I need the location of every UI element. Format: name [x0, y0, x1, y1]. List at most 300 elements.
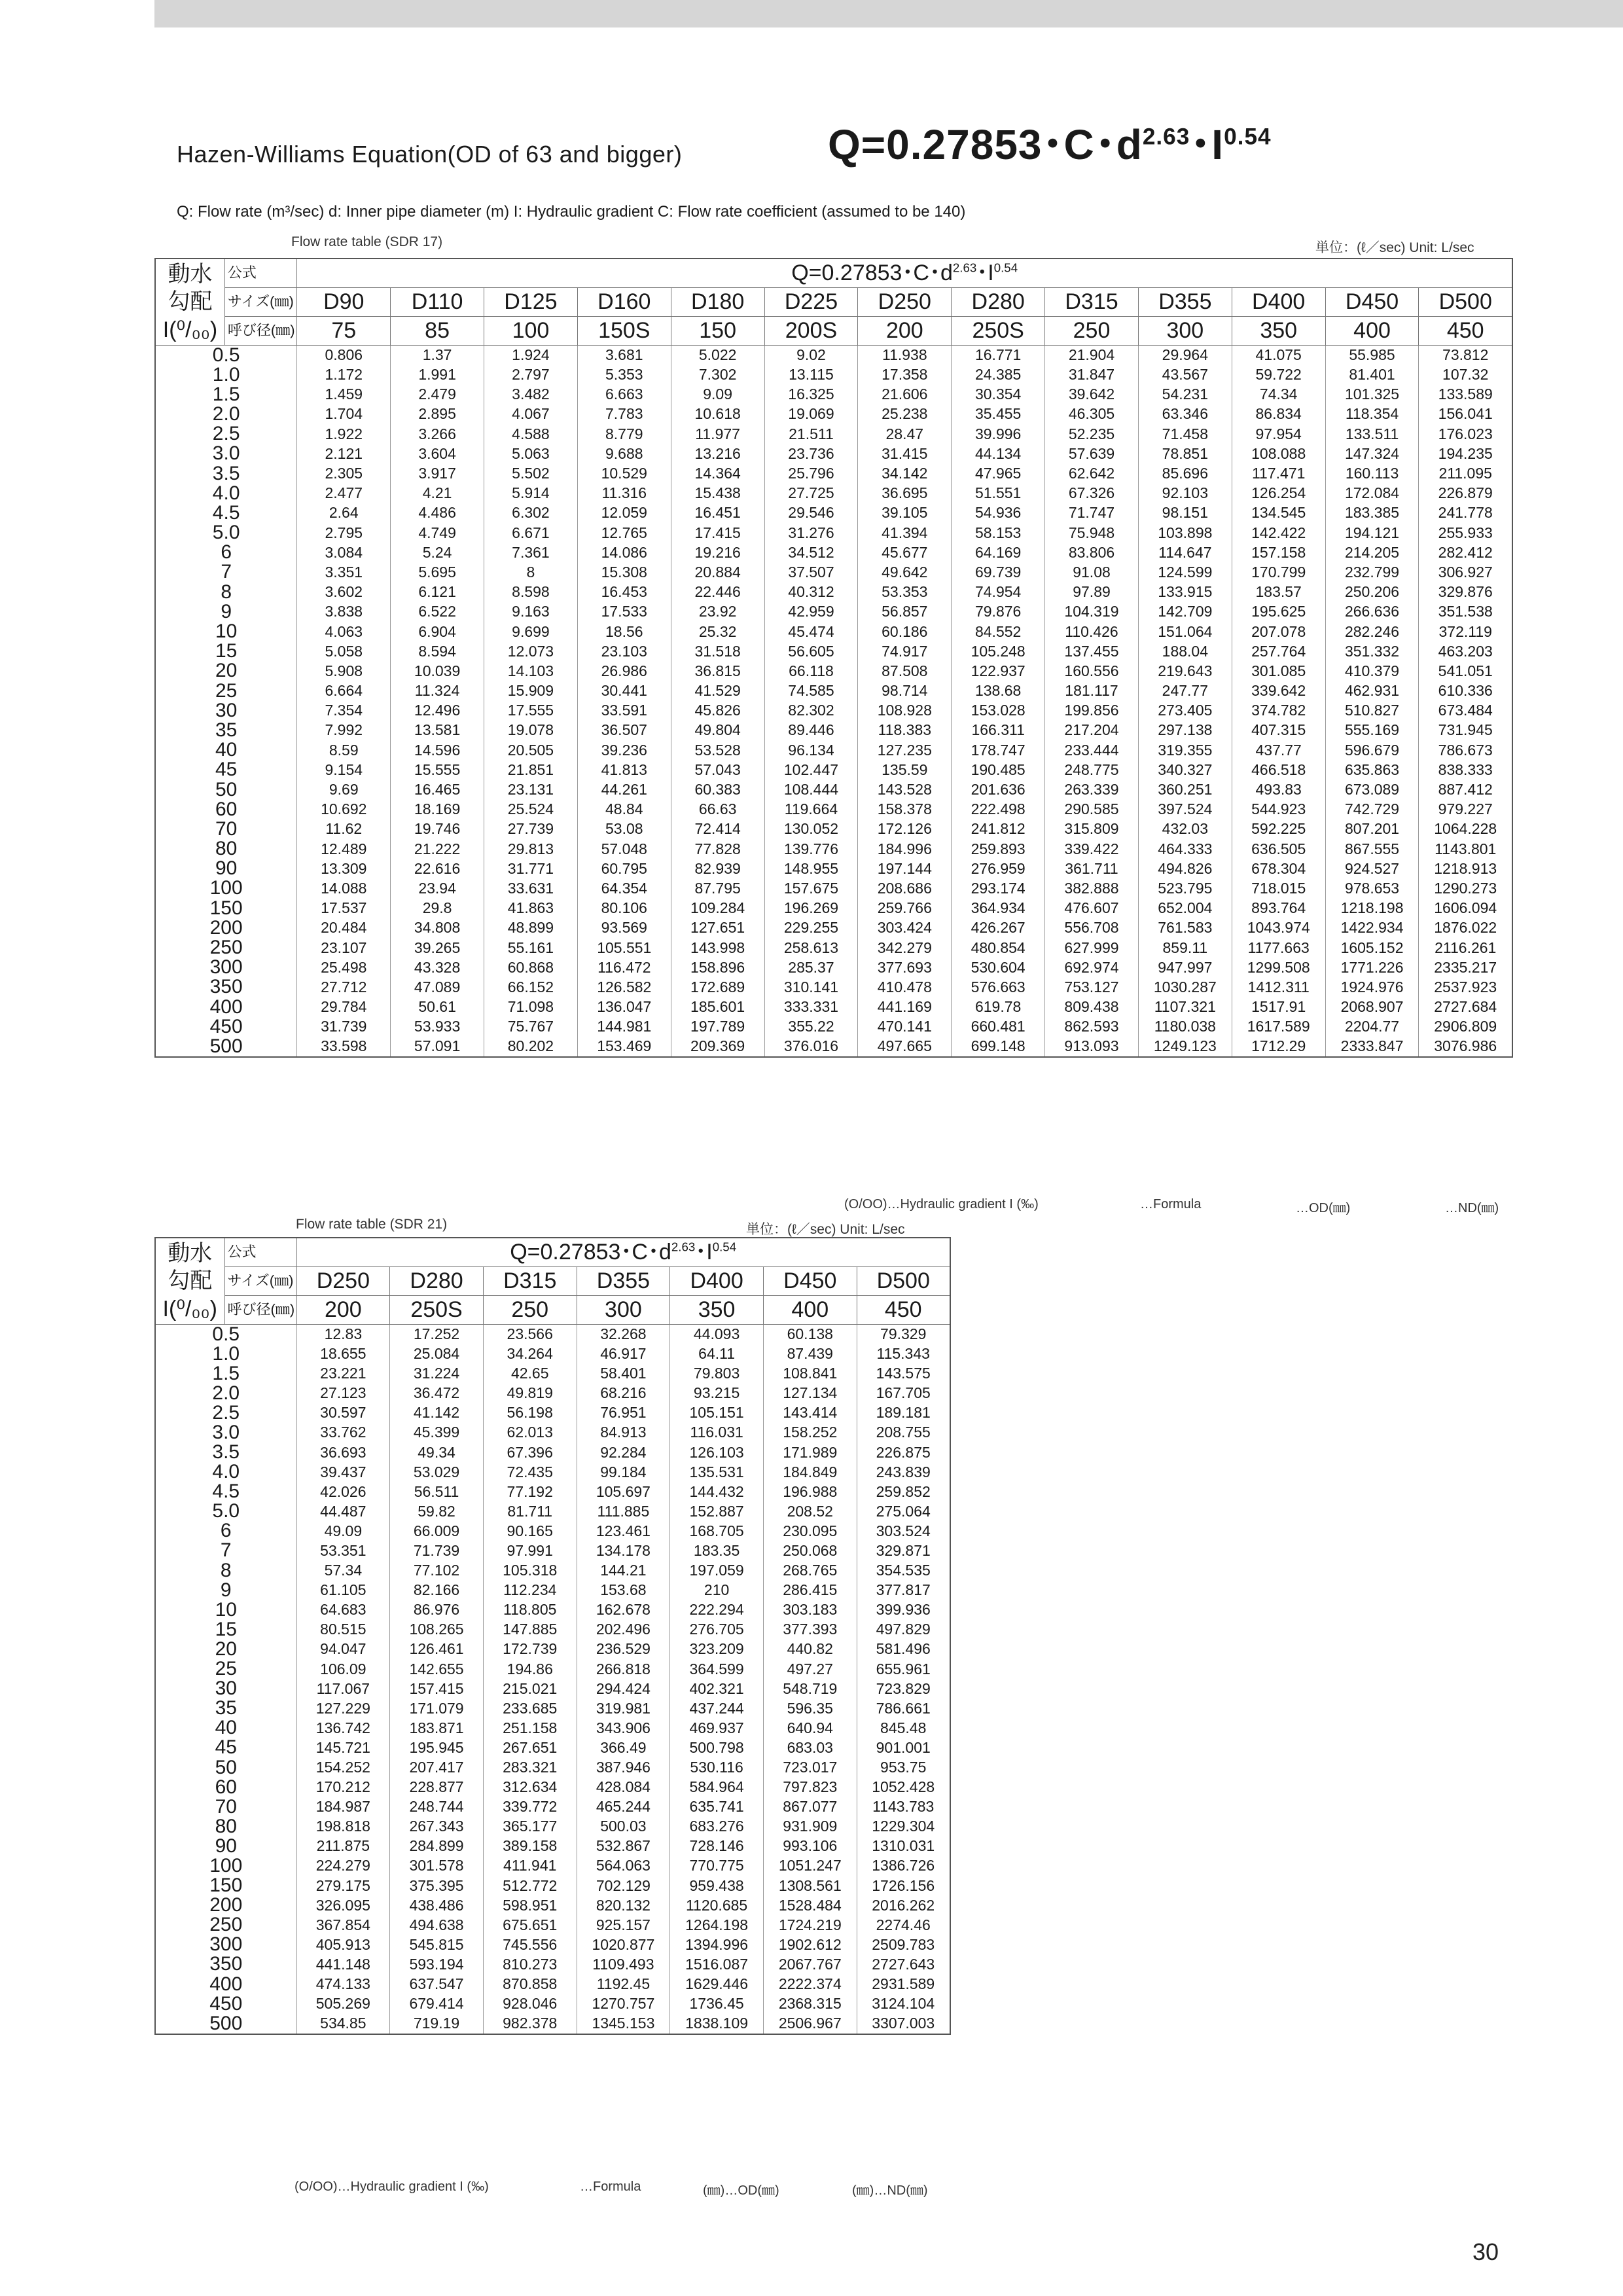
flow-value-cell: 366.49	[577, 1738, 670, 1757]
flow-value-cell: 301.085	[1232, 661, 1325, 681]
flow-value-cell: 101.325	[1325, 385, 1419, 404]
flow-value-cell: 753.127	[1045, 977, 1139, 997]
corner-line: I(⁰/₀₀)	[162, 317, 218, 342]
flow-value-cell: 183.57	[1232, 583, 1325, 602]
flow-value-cell: 108.928	[858, 701, 952, 721]
table-row	[155, 1718, 950, 1738]
flow-value-cell: 544.923	[1232, 800, 1325, 819]
flow-value-cell: 267.343	[390, 1817, 484, 1837]
flow-value-cell: 426.267	[952, 918, 1045, 938]
flow-value-cell: 7.361	[484, 543, 578, 562]
flow-value-cell: 64.169	[952, 543, 1045, 562]
flow-value-cell: 172.084	[1325, 484, 1419, 503]
flow-value-cell: 29.813	[484, 839, 578, 859]
flow-value-cell: 69.739	[952, 562, 1045, 582]
gradient-cell: 20	[155, 1640, 296, 1659]
gradient-cell: 3.0	[155, 444, 297, 463]
formula-exp-d: 2.63	[952, 260, 977, 275]
flow-value-cell: 4.21	[391, 484, 484, 503]
flow-value-cell: 40.312	[764, 583, 858, 602]
flow-value-cell: 319.355	[1138, 740, 1232, 760]
gradient-cell: 0.5	[155, 1324, 296, 1344]
flow-value-cell: 62.013	[483, 1423, 577, 1443]
formula-row-label: 公式	[224, 259, 296, 287]
flow-value-cell: 6.671	[484, 523, 578, 543]
table-row	[155, 958, 1512, 977]
flow-value-cell: 9.163	[484, 602, 578, 622]
flow-value-cell: 36.695	[858, 484, 952, 503]
flow-value-cell: 64.11	[670, 1344, 764, 1364]
flow-value-cell: 23.736	[764, 444, 858, 463]
flow-value-cell: 276.959	[952, 859, 1045, 878]
flow-value-cell: 102.447	[764, 760, 858, 780]
gradient-cell: 400	[155, 1975, 296, 1994]
flow-value-cell: 2.797	[484, 365, 578, 385]
gradient-cell: 5.0	[155, 523, 297, 543]
flow-value-cell: 197.144	[858, 859, 952, 878]
nominal-header-cell: 450	[857, 1295, 950, 1324]
flow-value-cell: 251.158	[483, 1718, 577, 1738]
flow-value-cell: 399.936	[857, 1600, 950, 1620]
flow-value-cell: 75.767	[484, 1017, 578, 1037]
flow-value-cell: 339.422	[1045, 839, 1139, 859]
flow-value-cell: 71.098	[484, 997, 578, 1017]
gradient-cell: 7	[155, 562, 297, 582]
gradient-cell: 6	[155, 1521, 296, 1541]
flow-value-cell: 170.212	[296, 1778, 390, 1797]
gradient-cell: 60	[155, 1778, 296, 1797]
flow-value-cell: 1386.726	[857, 1856, 950, 1876]
flow-value-cell: 1120.685	[670, 1895, 764, 1915]
flow-value-cell: 16.465	[391, 780, 484, 799]
flow-value-cell: 136.742	[296, 1718, 390, 1738]
table-row	[155, 1344, 950, 1364]
flow-value-cell: 312.634	[483, 1778, 577, 1797]
flow-value-cell: 39.996	[952, 424, 1045, 444]
flow-value-cell: 108.841	[763, 1364, 857, 1384]
flow-value-cell: 10.692	[297, 800, 391, 819]
flow-value-cell: 367.854	[296, 1915, 390, 1935]
header-row-size	[155, 287, 1512, 316]
flow-value-cell: 1180.038	[1138, 1017, 1232, 1037]
flow-value-cell: 15.555	[391, 760, 484, 780]
flow-value-cell: 45.826	[671, 701, 764, 721]
flow-value-cell: 497.665	[858, 1037, 952, 1057]
flow-value-cell: 247.77	[1138, 681, 1232, 701]
flow-value-cell: 81.401	[1325, 365, 1419, 385]
flow-value-cell: 14.364	[671, 463, 764, 483]
flow-value-cell: 351.332	[1325, 641, 1419, 661]
flow-value-cell: 98.151	[1138, 503, 1232, 523]
flow-value-cell: 189.181	[857, 1403, 950, 1423]
flow-value-cell: 470.141	[858, 1017, 952, 1037]
flow-value-cell: 786.661	[857, 1698, 950, 1718]
table-row	[155, 1679, 950, 1698]
flow-value-cell: 66.009	[390, 1521, 484, 1541]
size-header-cell: D500	[857, 1266, 950, 1295]
flow-value-cell: 53.528	[671, 740, 764, 760]
flow-value-cell: 742.729	[1325, 800, 1419, 819]
table-row	[155, 1837, 950, 1856]
flow-value-cell: 1736.45	[670, 1994, 764, 2014]
flow-value-cell: 154.252	[296, 1757, 390, 1777]
gradient-cell: 4.5	[155, 503, 297, 523]
flow-value-cell: 207.417	[390, 1757, 484, 1777]
flow-value-cell: 1412.311	[1232, 977, 1325, 997]
table-row	[155, 1423, 950, 1443]
corner-line: I(⁰/₀₀)	[162, 1296, 217, 1321]
flow-value-cell: 5.022	[671, 345, 764, 365]
flow-value-cell: 157.415	[390, 1679, 484, 1698]
flow-table-sdr17	[154, 258, 1513, 1058]
gradient-cell: 10	[155, 622, 297, 641]
flow-value-cell: 54.231	[1138, 385, 1232, 404]
flow-value-cell: 786.673	[1419, 740, 1512, 760]
flow-value-cell: 598.951	[483, 1895, 577, 1915]
corner-line: 動水	[168, 261, 213, 287]
flow-value-cell: 14.103	[484, 661, 578, 681]
flow-value-cell: 5.502	[484, 463, 578, 483]
flow-value-cell: 79.329	[857, 1324, 950, 1344]
gradient-cell: 2.5	[155, 424, 297, 444]
flow-value-cell: 162.678	[577, 1600, 670, 1620]
flow-value-cell: 104.319	[1045, 602, 1139, 622]
flow-value-cell: 303.183	[763, 1600, 857, 1620]
flow-value-cell: 127.229	[296, 1698, 390, 1718]
flow-value-cell: 10.618	[671, 404, 764, 424]
flow-value-cell: 627.999	[1045, 938, 1139, 958]
flow-value-cell: 3076.986	[1419, 1037, 1512, 1057]
flow-value-cell: 497.27	[763, 1659, 857, 1679]
flow-value-cell: 250.068	[763, 1541, 857, 1560]
gradient-cell: 6	[155, 543, 297, 562]
flow-value-cell: 19.078	[484, 721, 578, 740]
nominal-header-cell: 400	[1325, 316, 1419, 345]
flow-value-cell: 723.017	[763, 1757, 857, 1777]
flow-value-cell: 2335.217	[1419, 958, 1512, 977]
flow-value-cell: 3124.104	[857, 1994, 950, 2014]
flow-value-cell: 3307.003	[857, 2014, 950, 2034]
flow-value-cell: 134.178	[577, 1541, 670, 1560]
flow-value-cell: 67.396	[483, 1443, 577, 1462]
flow-value-cell: 27.123	[296, 1384, 390, 1403]
size-header-cell: D400	[670, 1266, 764, 1295]
flow-value-cell: 679.414	[390, 1994, 484, 2014]
flow-value-cell: 20.884	[671, 562, 764, 582]
flow-value-cell: 16.453	[577, 583, 671, 602]
flow-value-cell: 494.826	[1138, 859, 1232, 878]
gradient-cell: 250	[155, 1915, 296, 1935]
flow-value-cell: 1177.663	[1232, 938, 1325, 958]
table-row	[155, 977, 1512, 997]
flow-value-cell: 71.739	[390, 1541, 484, 1560]
gradient-cell: 100	[155, 878, 297, 898]
flow-value-cell: 86.834	[1232, 404, 1325, 424]
nominal-header-cell: 150	[671, 316, 764, 345]
flow-value-cell: 19.069	[764, 404, 858, 424]
flow-value-cell: 183.385	[1325, 503, 1419, 523]
gradient-cell: 25	[155, 1659, 296, 1679]
flow-value-cell: 2274.46	[857, 1915, 950, 1935]
table-row	[155, 661, 1512, 681]
nominal-header-cell: 400	[763, 1295, 857, 1324]
flow-value-cell: 1270.757	[577, 1994, 670, 2014]
gradient-cell: 500	[155, 1037, 297, 1057]
flow-value-cell: 59.82	[390, 1501, 484, 1521]
flow-value-cell: 1249.123	[1138, 1037, 1232, 1057]
flow-value-cell: 112.234	[483, 1581, 577, 1600]
table-row	[155, 1659, 950, 1679]
gradient-cell: 4.5	[155, 1482, 296, 1501]
flow-value-cell: 92.284	[577, 1443, 670, 1462]
flow-value-cell: 233.444	[1045, 740, 1139, 760]
flow-value-cell: 953.75	[857, 1757, 950, 1777]
flow-value-cell: 143.998	[671, 938, 764, 958]
size-header-cell: D250	[858, 287, 952, 316]
flow-value-cell: 41.529	[671, 681, 764, 701]
size-header-cell: D500	[1419, 287, 1512, 316]
flow-value-cell: 127.134	[763, 1384, 857, 1403]
flow-value-cell: 2727.684	[1419, 997, 1512, 1017]
flow-value-cell: 276.705	[670, 1620, 764, 1640]
gradient-cell: 20	[155, 661, 297, 681]
flow-value-cell: 58.401	[577, 1364, 670, 1384]
flow-value-cell: 57.34	[296, 1561, 390, 1581]
flow-value-cell: 862.593	[1045, 1017, 1139, 1037]
flow-value-cell: 901.001	[857, 1738, 950, 1757]
table-row	[155, 404, 1512, 424]
flow-value-cell: 12.059	[577, 503, 671, 523]
flow-value-cell: 2204.77	[1325, 1017, 1419, 1037]
flow-value-cell: 33.631	[484, 878, 578, 898]
gradient-cell: 60	[155, 800, 297, 819]
flow-value-cell: 2222.374	[763, 1975, 857, 1994]
flow-value-cell: 142.422	[1232, 523, 1325, 543]
gradient-corner-label	[155, 1238, 224, 1324]
flow-value-cell: 47.089	[391, 977, 484, 997]
flow-value-cell: 71.747	[1045, 503, 1139, 523]
size-header-cell: D125	[484, 287, 578, 316]
table2-footer-formula: …Formula	[580, 2179, 641, 2194]
flow-value-cell: 1192.45	[577, 1975, 670, 1994]
flow-value-cell: 241.778	[1419, 503, 1512, 523]
flow-value-cell: 61.105	[296, 1581, 390, 1600]
flow-value-cell: 230.095	[763, 1521, 857, 1541]
table2-footer-od: (㎜)…OD(㎜)	[703, 2183, 779, 2198]
flow-value-cell: 286.415	[763, 1581, 857, 1600]
flow-value-cell: 361.711	[1045, 859, 1139, 878]
flow-value-cell: 14.088	[297, 878, 391, 898]
flow-value-cell: 142.709	[1138, 602, 1232, 622]
flow-value-cell: 97.954	[1232, 424, 1325, 444]
flow-value-cell: 85.696	[1138, 463, 1232, 483]
flow-value-cell: 236.529	[577, 1640, 670, 1659]
flow-value-cell: 208.686	[858, 878, 952, 898]
flow-value-cell: 116.031	[670, 1423, 764, 1443]
flow-value-cell: 480.854	[952, 938, 1045, 958]
flow-value-cell: 53.933	[391, 1017, 484, 1037]
flow-value-cell: 171.989	[763, 1443, 857, 1462]
table1-caption: Flow rate table (SDR 17)	[291, 234, 443, 249]
flow-value-cell: 53.351	[296, 1541, 390, 1560]
flow-value-cell: 259.766	[858, 899, 952, 918]
flow-value-cell: 77.828	[671, 839, 764, 859]
table-row	[155, 1037, 1512, 1057]
table-row	[155, 859, 1512, 878]
corner-line: 勾配	[168, 1268, 213, 1293]
formula-row-label: 公式	[224, 1238, 296, 1266]
size-header-cell: D180	[671, 287, 764, 316]
flow-value-cell: 11.62	[297, 819, 391, 839]
flow-value-cell: 1528.484	[763, 1895, 857, 1915]
flow-value-cell: 673.089	[1325, 780, 1419, 799]
flow-value-cell: 405.913	[296, 1935, 390, 1954]
flow-value-cell: 27.739	[484, 819, 578, 839]
flow-value-cell: 7.992	[297, 721, 391, 740]
flow-value-cell: 49.804	[671, 721, 764, 740]
flow-value-cell: 144.21	[577, 1561, 670, 1581]
flow-value-cell: 266.818	[577, 1659, 670, 1679]
flow-value-cell: 867.077	[763, 1797, 857, 1817]
flow-value-cell: 30.597	[296, 1403, 390, 1423]
flow-value-cell: 731.945	[1419, 721, 1512, 740]
gradient-cell: 8	[155, 583, 297, 602]
flow-value-cell: 382.888	[1045, 878, 1139, 898]
flow-value-cell: 6.522	[391, 602, 484, 622]
flow-value-cell: 699.148	[952, 1037, 1045, 1057]
flow-value-cell: 342.279	[858, 938, 952, 958]
table-row	[155, 1994, 950, 2014]
flow-value-cell: 79.876	[952, 602, 1045, 622]
flow-value-cell: 820.132	[577, 1895, 670, 1915]
gradient-cell: 40	[155, 1718, 296, 1738]
table-row	[155, 918, 1512, 938]
table-row	[155, 1384, 950, 1403]
flow-value-cell: 13.115	[764, 365, 858, 385]
flow-value-cell: 1264.198	[670, 1915, 764, 1935]
gradient-cell: 35	[155, 721, 297, 740]
flow-value-cell: 354.535	[857, 1561, 950, 1581]
flow-value-cell: 285.37	[764, 958, 858, 977]
table-row	[155, 1620, 950, 1640]
flow-value-cell: 11.324	[391, 681, 484, 701]
table-row	[155, 839, 1512, 859]
flow-value-cell: 723.829	[857, 1679, 950, 1698]
flow-value-cell: 0.806	[297, 345, 391, 365]
flow-value-cell: 31.518	[671, 641, 764, 661]
flow-value-cell: 441.169	[858, 997, 952, 1017]
flow-value-cell: 1902.612	[763, 1935, 857, 1954]
flow-value-cell: 1606.094	[1419, 899, 1512, 918]
flow-value-cell: 258.613	[764, 938, 858, 958]
flow-value-cell: 87.439	[763, 1344, 857, 1364]
flow-value-cell: 2.64	[297, 503, 391, 523]
formula-cell	[296, 1238, 950, 1266]
flow-value-cell: 4.486	[391, 503, 484, 523]
flow-value-cell: 23.103	[577, 641, 671, 661]
gradient-cell: 50	[155, 780, 297, 799]
flow-value-cell: 57.043	[671, 760, 764, 780]
table2-footer-nd: (㎜)…ND(㎜)	[852, 2183, 928, 2198]
flow-value-cell: 89.446	[764, 721, 858, 740]
formula-mid: ･I	[976, 260, 994, 286]
gradient-cell: 500	[155, 2014, 296, 2034]
flow-value-cell: 29.784	[297, 997, 391, 1017]
flow-value-cell: 389.158	[483, 1837, 577, 1856]
flow-value-cell: 194.235	[1419, 444, 1512, 463]
flow-value-cell: 978.653	[1325, 878, 1419, 898]
flow-value-cell: 476.607	[1045, 899, 1139, 918]
flow-value-cell: 7.354	[297, 701, 391, 721]
page-number: 30	[1472, 2238, 1499, 2265]
flow-value-cell: 10.529	[577, 463, 671, 483]
flow-value-cell: 58.153	[952, 523, 1045, 543]
flow-value-cell: 36.693	[296, 1443, 390, 1462]
flow-value-cell: 18.56	[577, 622, 671, 641]
flow-value-cell: 183.35	[670, 1541, 764, 1560]
flow-value-cell: 184.996	[858, 839, 952, 859]
gradient-cell: 25	[155, 681, 297, 701]
flow-value-cell: 56.511	[390, 1482, 484, 1501]
flow-value-cell: 1030.287	[1138, 977, 1232, 997]
table-row	[155, 1600, 950, 1620]
flow-value-cell: 153.469	[577, 1037, 671, 1057]
flow-value-cell: 170.799	[1232, 562, 1325, 582]
flow-value-cell: 241.812	[952, 819, 1045, 839]
flow-value-cell: 15.909	[484, 681, 578, 701]
flow-value-cell: 34.264	[483, 1344, 577, 1364]
nominal-header-cell: 200	[296, 1295, 390, 1324]
table-row	[155, 1482, 950, 1501]
flow-value-cell: 57.639	[1045, 444, 1139, 463]
nominal-header-cell: 250	[1045, 316, 1139, 345]
nominal-header-cell: 100	[484, 316, 578, 345]
table-row	[155, 1541, 950, 1560]
size-header-cell: D315	[1045, 287, 1139, 316]
flow-value-cell: 329.871	[857, 1541, 950, 1560]
table-row	[155, 1895, 950, 1915]
flow-value-cell: 44.261	[577, 780, 671, 799]
flow-value-cell: 117.067	[296, 1679, 390, 1698]
flow-value-cell: 1516.087	[670, 1954, 764, 1974]
flow-value-cell: 82.166	[390, 1581, 484, 1600]
flow-value-cell: 158.252	[763, 1423, 857, 1443]
flow-value-cell: 593.194	[390, 1954, 484, 1974]
table-row	[155, 1443, 950, 1462]
flow-value-cell: 19.216	[671, 543, 764, 562]
flow-value-cell: 1876.022	[1419, 918, 1512, 938]
gradient-cell: 5.0	[155, 1501, 296, 1521]
flow-value-cell: 432.03	[1138, 819, 1232, 839]
flow-value-cell: 279.175	[296, 1876, 390, 1895]
flow-value-cell: 1290.273	[1419, 878, 1512, 898]
flow-value-cell: 16.451	[671, 503, 764, 523]
header-row-size	[155, 1266, 950, 1295]
flow-value-cell: 282.246	[1325, 622, 1419, 641]
table-row	[155, 899, 1512, 918]
table-row	[155, 1778, 950, 1797]
flow-value-cell: 50.61	[391, 997, 484, 1017]
flow-value-cell: 45.399	[390, 1423, 484, 1443]
flow-value-cell: 31.224	[390, 1364, 484, 1384]
flow-value-cell: 913.093	[1045, 1037, 1139, 1057]
gradient-cell: 250	[155, 938, 297, 958]
flow-value-cell: 126.461	[390, 1640, 484, 1659]
flow-value-cell: 581.496	[857, 1640, 950, 1659]
flow-value-cell: 94.047	[296, 1640, 390, 1659]
flow-value-cell: 5.353	[577, 365, 671, 385]
nominal-header-cell: 300	[1138, 316, 1232, 345]
